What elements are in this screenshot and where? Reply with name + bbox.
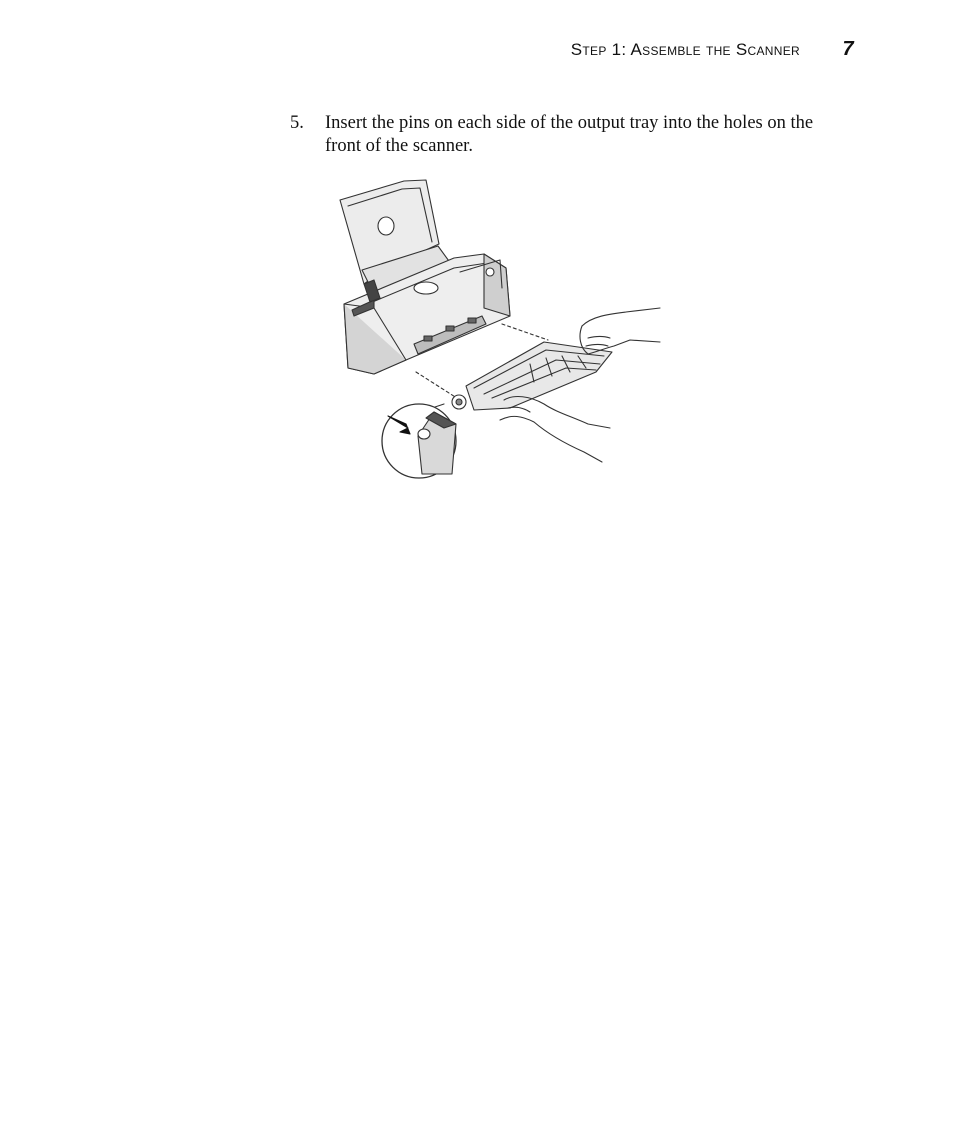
running-header-title: Step 1: Assemble the Scanner	[570, 40, 800, 59]
page-number: 7	[842, 38, 854, 60]
step-text: Insert the pins on each side of the output tray into the holes on the front of the scanner.	[325, 113, 814, 156]
illustration-svg	[334, 176, 664, 481]
hand-right-illustration	[580, 308, 660, 354]
output-tray	[452, 342, 612, 410]
step-number: 5.	[290, 113, 304, 133]
pin-detail-callout	[382, 404, 456, 478]
scanner-output-tray-illustration	[334, 176, 664, 481]
hand-left-illustration	[500, 397, 610, 462]
